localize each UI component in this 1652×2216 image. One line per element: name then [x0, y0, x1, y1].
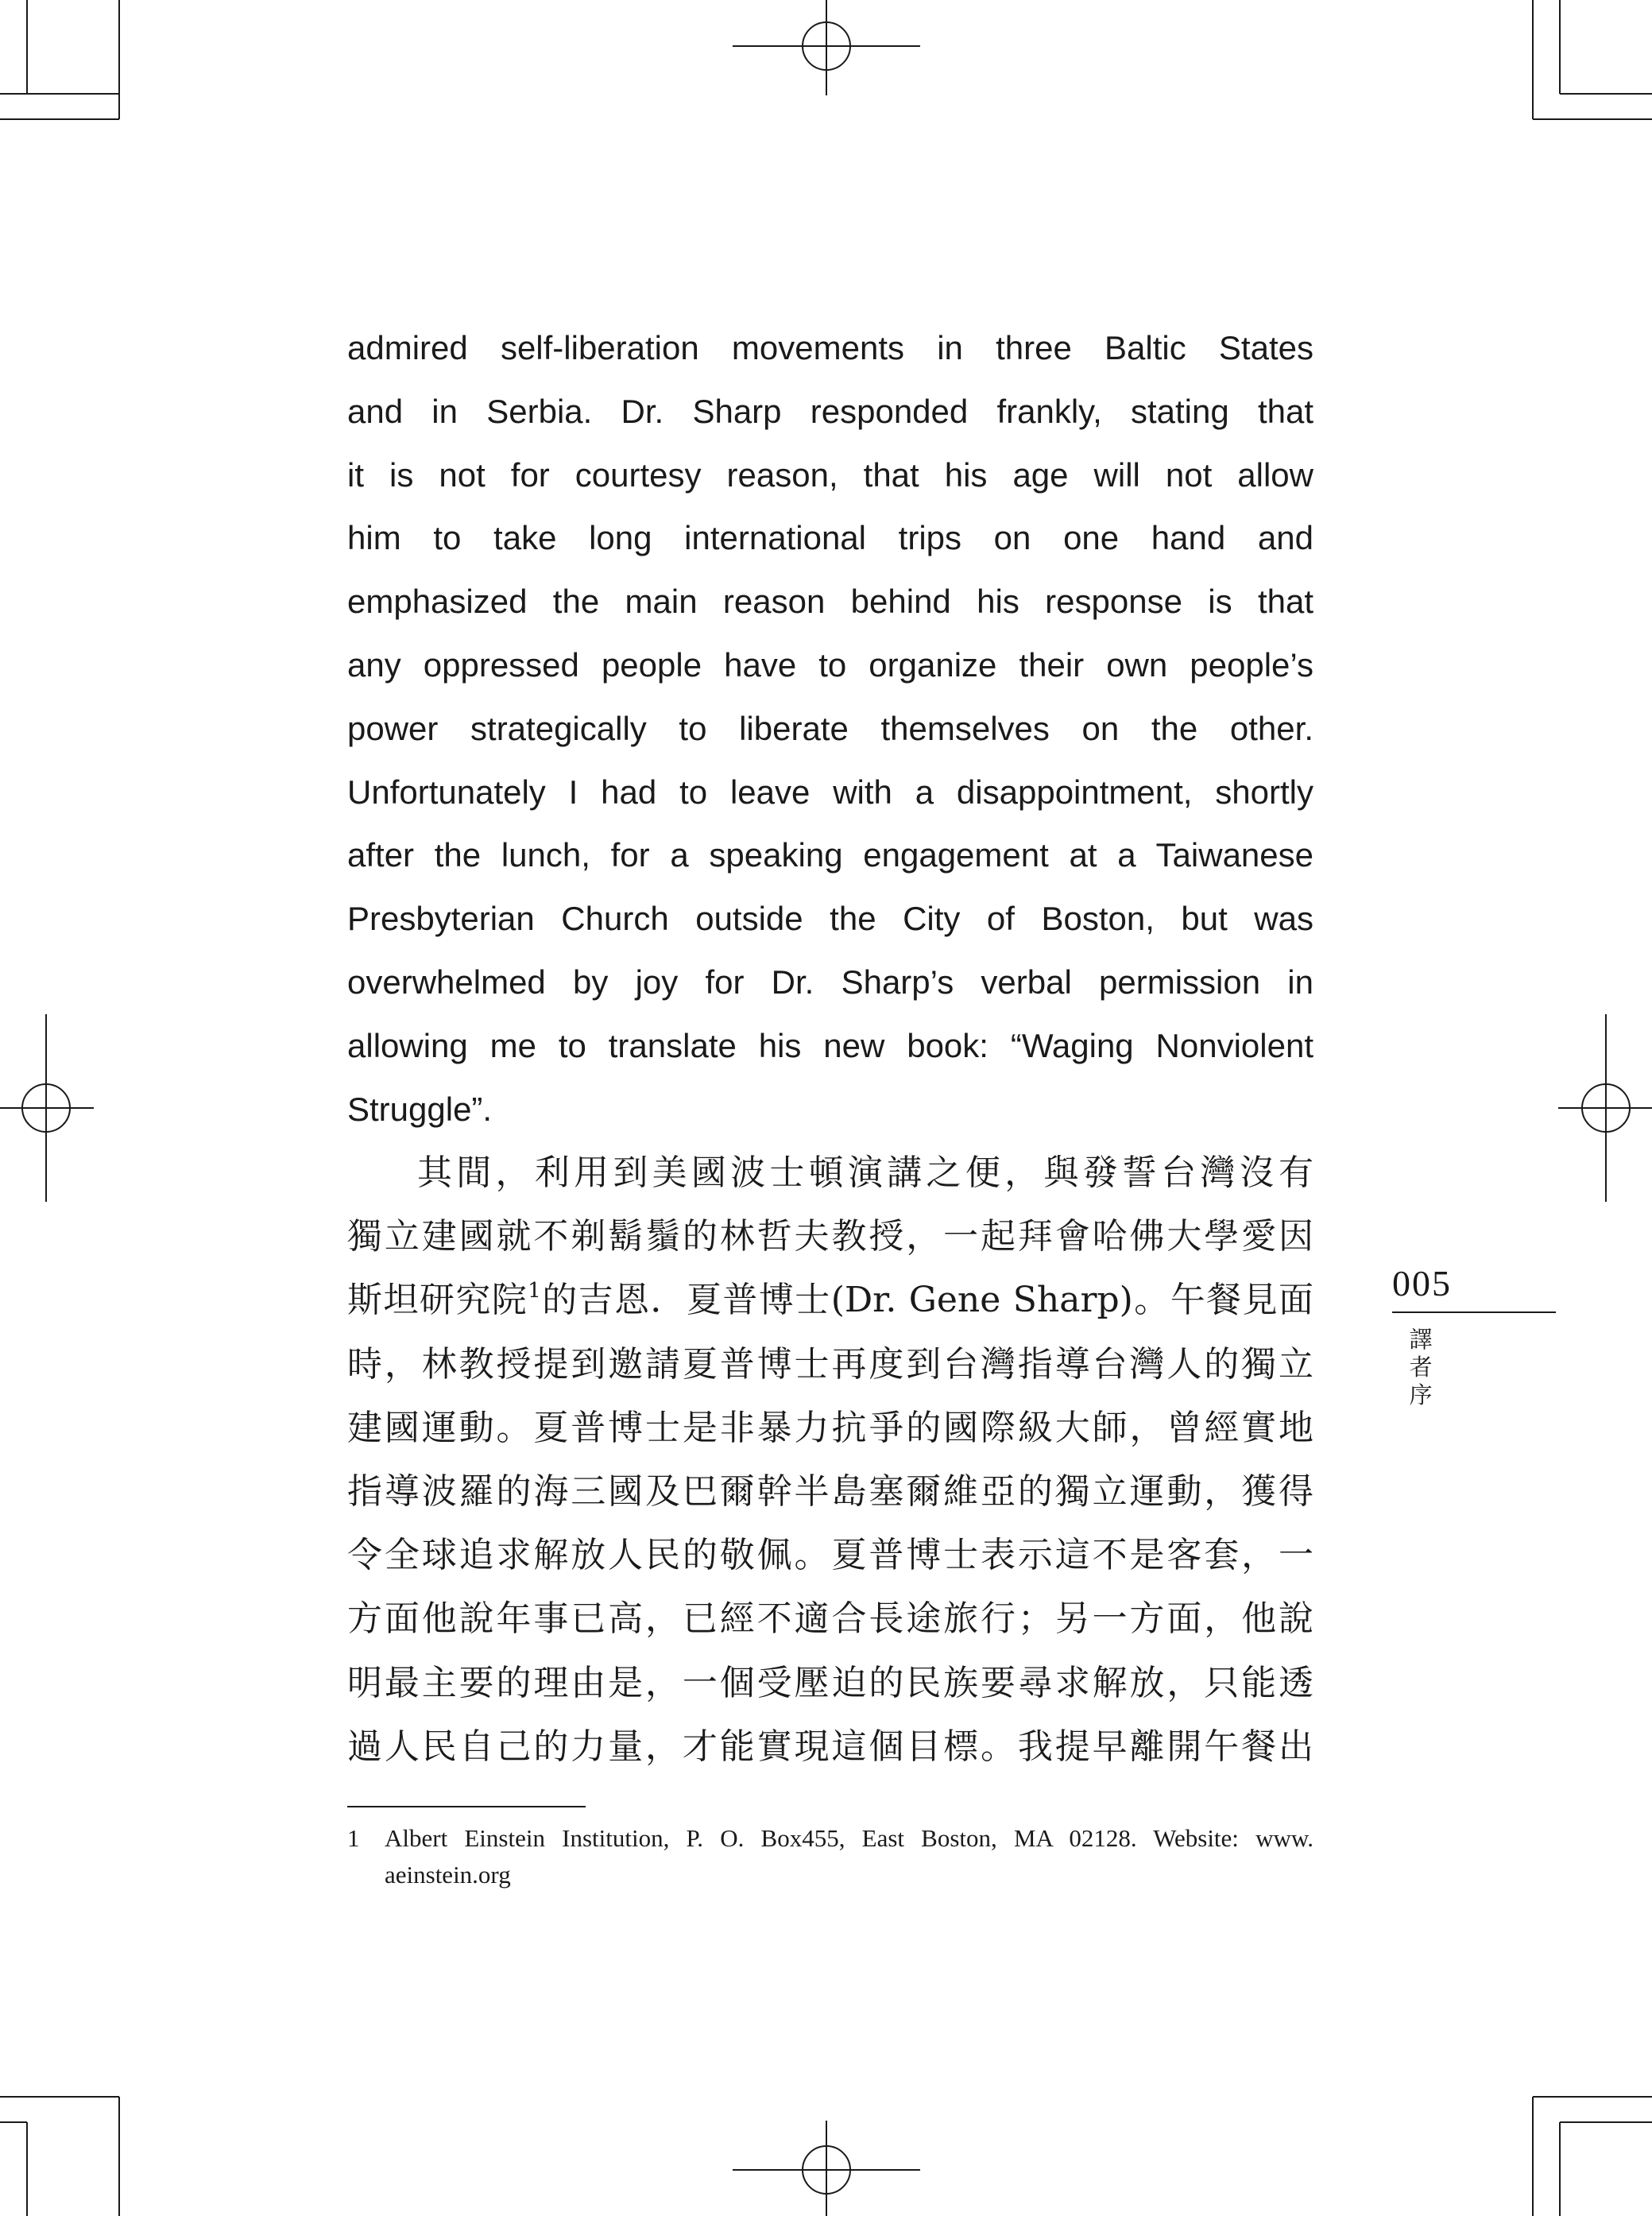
chinese-line: 令全球追求解放人民的敬佩。夏普博士表示這不是客套，一	[347, 1535, 1313, 1576]
english-line: Unfortunately I had to leave with a disappointment, shortly	[347, 773, 1313, 811]
english-line: allowing me to translate his new book: “Waging Nonviolent	[347, 1026, 1313, 1064]
english-line: Presbyterian Church outside the City of Boston, but was	[347, 900, 1313, 938]
english-paragraph	[347, 316, 1313, 1141]
section-label	[1405, 1326, 1437, 1409]
chinese-line: 其間，利用到美國波士頓演講之便，與發誓台灣沒有	[417, 1153, 1313, 1193]
page-number-divider	[1392, 1311, 1556, 1313]
footnote-line: Albert Einstein Institution, P. O. Box455, East Boston, MA 02128. Website: www.	[385, 1824, 1313, 1852]
chinese-line: 獨立建國就不剃鬍鬚的林哲夫教授，一起拜會哈佛大學愛因	[347, 1216, 1313, 1257]
chinese-paragraph	[347, 1141, 1313, 1779]
english-line: it is not for courtesy reason, that his age will not allow	[347, 455, 1313, 494]
english-line: emphasized the main reason behind his response is that	[347, 583, 1313, 621]
chinese-line-with-footnote-ref	[347, 1269, 1313, 1332]
crop-mark-bottom-right	[1533, 2097, 1652, 2216]
english-line: power strategically to liberate themselves on the other.	[347, 709, 1313, 747]
crop-mark-top-right	[1533, 0, 1652, 119]
registration-mark-bottom	[733, 2121, 920, 2216]
chinese-line: 時，林教授提到邀請夏普博士再度到台灣指導台灣人的獨立	[347, 1343, 1313, 1385]
english-line: Struggle”.	[347, 1090, 493, 1128]
registration-mark-right	[1558, 1014, 1652, 1202]
chinese-text: 斯坦研究院	[347, 1280, 528, 1321]
crop-mark-bottom-left	[0, 2097, 119, 2216]
section-label-char: 者	[1409, 1354, 1433, 1381]
page-number: 005	[1392, 1263, 1452, 1304]
chinese-line: 建國運動。夏普博士是非暴力抗爭的國際級大師，曾經實地	[347, 1407, 1313, 1448]
footnote-body	[385, 1820, 1313, 1893]
footnote-number: 1	[347, 1824, 360, 1852]
english-line: after the lunch, for a speaking engagement at a Taiwanese	[347, 836, 1313, 874]
section-label-char: 譯	[1409, 1326, 1433, 1353]
registration-mark-top	[733, 0, 920, 95]
chinese-line: 過人民自己的力量，才能實現這個目標。我提早離開午餐出	[347, 1726, 1313, 1767]
english-line: overwhelmed by joy for Dr. Sharp’s verbal permission in	[347, 963, 1313, 1001]
chinese-line: 指導波羅的海三國及巴爾幹半島塞爾維亞的獨立運動，獲得	[347, 1470, 1313, 1512]
footnote-divider	[347, 1806, 586, 1807]
english-line: any oppressed people have to organize their own people’s	[347, 645, 1313, 684]
english-line: him to take long international trips on one hand and	[347, 519, 1313, 557]
chinese-text: 的吉恩．夏普博士(Dr. Gene Sharp)。午餐見面	[540, 1280, 1314, 1321]
section-label-char: 序	[1409, 1381, 1433, 1408]
registration-mark-left	[0, 1014, 94, 1202]
english-line: admired self-liberation movements in three Baltic States	[347, 329, 1313, 366]
chinese-line: 方面他說年事已高，已經不適合長途旅行；另一方面，他說	[347, 1598, 1313, 1640]
crop-mark-top-left	[0, 0, 119, 119]
footnote-line: aeinstein.org	[385, 1861, 511, 1889]
english-line: and in Serbia. Dr. Sharp responded frankly, stating that	[347, 392, 1313, 430]
chinese-line: 明最主要的理由是，一個受壓迫的民族要尋求解放，只能透	[347, 1662, 1313, 1703]
footnote-reference: 1	[528, 1279, 541, 1304]
footnote	[347, 1820, 1313, 1893]
